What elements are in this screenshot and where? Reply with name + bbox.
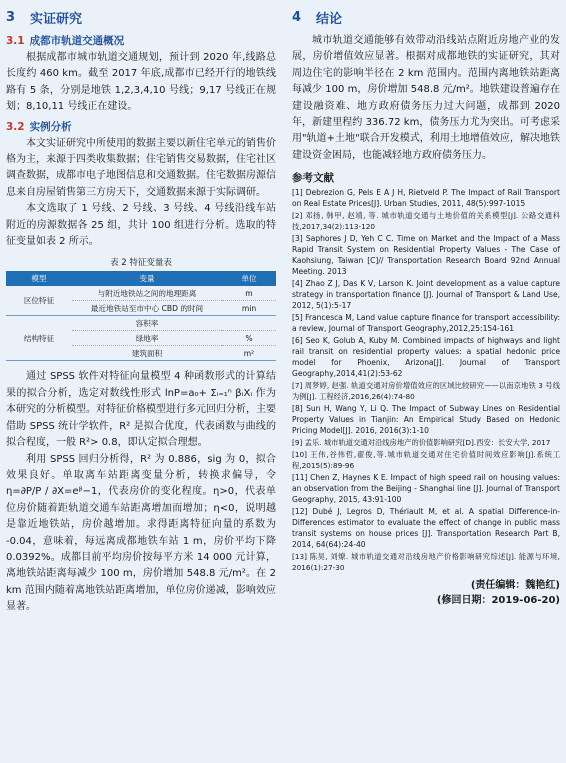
left-column <box>6 6 276 616</box>
reference-item: [5] Francesca M, Land value capture finance for transport accessibility: a review, Journal of Transport Geography,2012,25:154-161 <box>292 313 560 334</box>
variable-cell: 容积率 <box>72 316 222 331</box>
reference-item: [12] Dubé J, Legros D, Thériault M, et al. A spatial Difference-in-Differences estimator to evaluate the effect of change in public mass transit systems on house prices [J]. Transportation Research Part B, 2014, 64(64):24-40 <box>292 507 560 550</box>
paragraph-metro-overview: 根据成都市城市轨道交通规划，预计到 2020 年,线路总长度约 460 km。截至 2017 年底,成都市已经开行的地铁线路有 5 条，分别是地铁 1,2,3,4,10 号线；9,17 号线正在规划；8,10,11 号线正在建设。 <box>6 52 276 113</box>
section-number: 3 <box>6 10 16 25</box>
revision-date: (修回日期：2019-06-20) <box>436 595 560 607</box>
subsection-3-1-heading <box>6 33 276 48</box>
reference-item: [13] 陈昊, 刘燎. 城市轨道交通对沿线房地产价格影响研究综述[J]. 能源与环境, 2016(1):27-30 <box>292 552 560 573</box>
section-4-heading <box>292 8 560 27</box>
table-header-row <box>6 271 276 286</box>
unit-cell <box>222 316 276 331</box>
reference-item: [4] Zhao Z J, Das K V, Larson K. Joint development as a value capture strategy in transportation finance [J]. Journal of Transport & Land Use, 2012, 5(1):5-17 <box>292 279 560 311</box>
editor-credit <box>292 578 560 608</box>
unit-cell: m <box>222 286 276 301</box>
paragraph-regression-results: 利用 SPSS 回归分析得，R² 为 0.886，sig 为 0，拟合效果良好。单取离车站距离变量分析，转换求偏导，令 η=∂P/P ∕ ∂X=eᵝ−1，代表房价的变化程度。η>0，代表单位房价随着距轨道交通车站距离增加而增加；η<0，说明越是靠近地铁站，房价越增加。求得距离特征向量的系数为 -0.04，意味着，每远离成都地铁车站 1 m，房价平均下降 0.0392%。成都目前平均房价按每平方米 14 000 元计算，离地铁站距离每减少 100 m，房价增加 548.8 元/m²。在 2 km 范围内随着离地铁站距离增加，单位房价递减，影响效应显著。 <box>6 453 276 613</box>
right-column <box>292 6 560 608</box>
unit-cell: min <box>222 301 276 316</box>
header-unit: 单位 <box>222 271 276 286</box>
section-title: 实证研究 <box>30 12 83 27</box>
header-variable: 变量 <box>72 271 222 286</box>
header-model: 模型 <box>6 271 72 286</box>
subsection-3-2-heading <box>6 119 276 134</box>
subsection-title: 实例分析 <box>29 120 72 133</box>
references-list <box>292 187 560 573</box>
variable-cell: 建筑面积 <box>72 346 222 361</box>
section-title: 结论 <box>316 12 343 27</box>
subsection-title: 成都市轨道交通概况 <box>29 35 125 47</box>
paragraph-conclusion: 城市轨道交通能够有效带动沿线站点附近房地产业的发展，房价增值效应显著。根据对成都地铁的实证研究，其对周边住宅的影响半径在 2 km 范围内。范围内离地铁站距离每减少 100 m，房价增加 548.8 元/m²。地铁建设普遍存在建设融资难、地方政府债务压力过大问题，成都到 2020 年，新建里程约 336.72 km，债务压力尤为突出。可考虑采用"轨道+土地"联合开发模式，利用土地增值效应，解决地铁建设资金困局，也能减轻地方政府债务压力。 <box>292 35 560 161</box>
reference-item: [3] Saphores J D, Yeh C C. Time on Market and the Impact of a Mass Rapid Transit System on Residential Property Values - The Case of Kaohsiung, Taiwan [C]// Transportation Research Board 92nd Annual Meeting. 2013 <box>292 234 560 277</box>
table-row <box>6 286 276 301</box>
table-row <box>6 316 276 331</box>
paragraph-data-sources: 本文实证研究中所使用的数据主要以新住宅单元的销售价格为主，来源于四类收集数据；住宅销售交易数据，住宅社区调查数据，成都市电子地图信息和交通数据。住宅数据房源信息来自房屋销售第三方房天下，交通数据来源于实际调研。 <box>6 137 276 198</box>
paragraph-sample-selection: 本文选取了 1 号线、2 号线、3 号线、4 号线沿线车站附近的房源数据各 25 组，共计 100 组进行分析。选取的特征变量如表 2 所示。 <box>6 203 276 248</box>
reference-item: [2] 邓扬, 韩甲, 赵靖, 等. 城市轨道交通与土地价值的关系模型[J]. 公路交通科技,2017,34(2):113-120 <box>292 211 560 232</box>
reference-item: [10] 王伟,谷伟哲,翟俊,等.城市轨道交通对住宅价值时间效应影响[J].系统工程,2015(5):89-96 <box>292 450 560 471</box>
reference-item: [6] Seo K, Golub A, Kuby M. Combined impacts of highways and light rail transit on residential property values: a spatial hedonic price model for Phoenix, Arizona[J]. Journal of Transport Geography,2014,41(2):53-62 <box>292 336 560 379</box>
reference-item: [9] 孟乐. 城市轨道交通对沿线房地产的价值影响研究[D].西安：长安大学, 2017 <box>292 438 551 448</box>
responsible-editor: (责任编辑：魏艳红) <box>470 580 560 592</box>
variable-cell: 最近地铁站至市中心 CBD 的时间 <box>72 301 222 316</box>
subsection-number: 3.2 <box>6 120 25 133</box>
category-location: 区位特征 <box>6 286 72 316</box>
category-structure: 结构特征 <box>6 316 72 361</box>
reference-item: [1] Debrezion G, Pels E A J H, Rietveld P. The Impact of Rail Transport on Real Estate Prices[J]. Urban Studies, 2011, 48(5):997-1015 <box>292 188 560 209</box>
reference-item: [11] Chen Z, Haynes K E. Impact of high speed rail on housing values: an observation from the Beijing - Shanghai line [J]. Journal of Transport Geography, 2015, 43:91-100 <box>292 473 560 505</box>
variable-cell: 与附近地铁站之间的地理距离 <box>72 286 222 301</box>
unit-cell: % <box>222 331 276 346</box>
section-number: 4 <box>292 10 302 25</box>
unit-cell: m² <box>222 346 276 361</box>
variable-cell: 绿地率 <box>72 331 222 346</box>
table-caption: 表 2 特征变量表 <box>110 258 172 269</box>
reference-item: [7] 周梦婷, 赵强. 轨道交通对房价增值效应的区域比较研究——以南京地铁 3 号线为例[J]. 工程经济,2016,26(4):74-80 <box>292 381 560 402</box>
subsection-number: 3.1 <box>6 35 25 47</box>
paragraph-spss-model: 通过 SPSS 软件对特征向量模型 4 种函数形式的计算结果的拟合分析，选定对数线性形式 lnP=a₀+ Σᵢ₌₁ⁿ βᵢXᵢ 作为本研究的分析模型。对特征价格模型进行多元回归分析，主要借助 SPSS 统计学软件，R² 是拟合优度，代表函数与曲线的拟合程度，一般 R²> 0.8，即认定拟合理想。 <box>6 371 276 449</box>
feature-variable-table <box>6 271 276 361</box>
section-3-heading <box>6 8 276 27</box>
reference-item: [8] Sun H, Wang Y, Li Q. The Impact of Subway Lines on Residential Property Values in Tianjin: An Empirical Study Based on Hedonic Pricing Model[J]. 2016, 2016(3):1-10 <box>292 404 560 436</box>
references-title: 参考文献 <box>292 172 334 185</box>
